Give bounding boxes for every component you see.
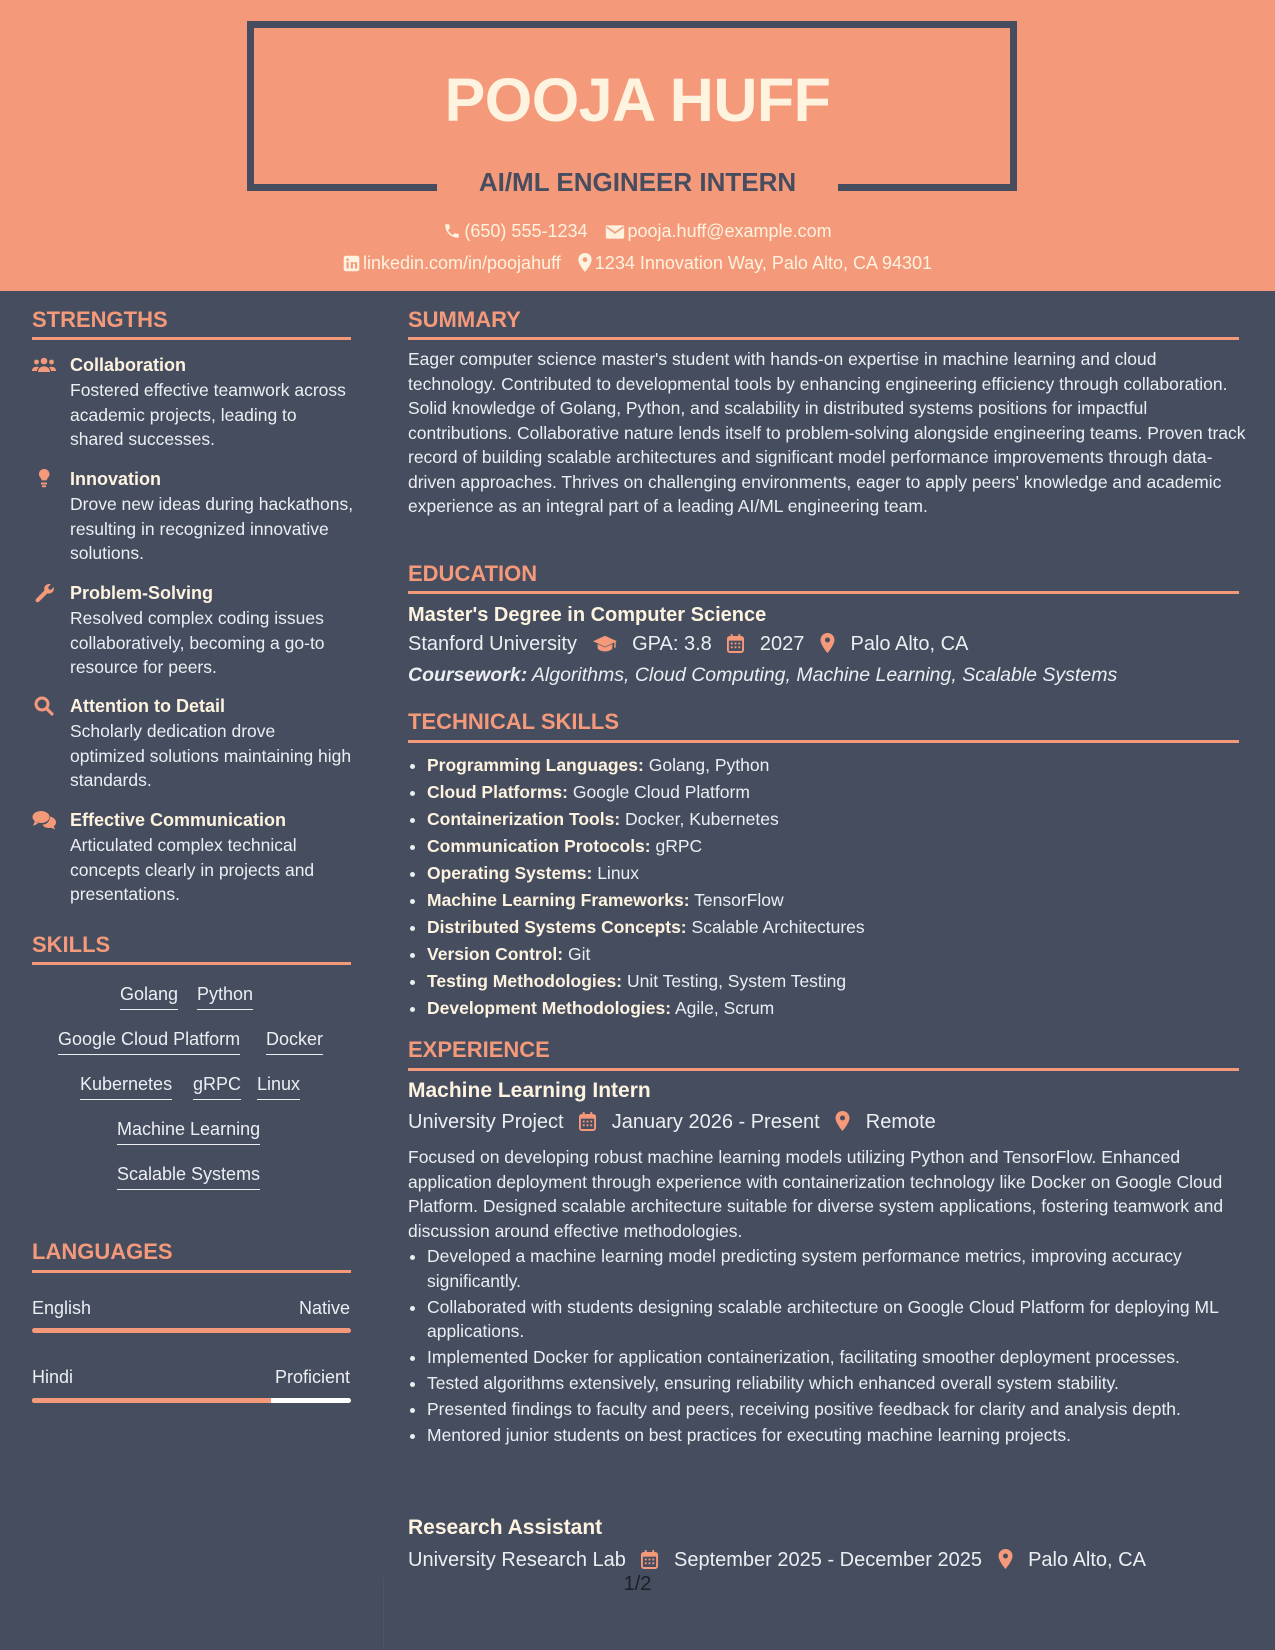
tech-skill-value: Agile, Scrum bbox=[674, 998, 775, 1018]
tech-skill-label: Version Control: bbox=[427, 944, 564, 964]
job-bullet: • Tested algorithms extensively, ensuring reliability which enhanced overall system stability. bbox=[427, 1371, 1267, 1396]
lightbulb-icon bbox=[32, 469, 56, 489]
envelope-icon bbox=[605, 224, 625, 240]
skill-chip: gRPC bbox=[193, 1072, 241, 1100]
language-name: English bbox=[32, 1298, 92, 1318]
tech-skill-value: Git bbox=[568, 944, 591, 964]
tech-skill-item bbox=[427, 779, 1267, 806]
strengths-rule bbox=[32, 337, 351, 340]
tech-skill-item bbox=[427, 968, 1267, 995]
tech-skill-value: Golang, Python bbox=[648, 755, 770, 775]
summary-rule bbox=[408, 337, 1239, 340]
calendar-icon bbox=[579, 1112, 596, 1131]
strengths-heading: STRENGTHS bbox=[32, 307, 168, 332]
tech-skill-label: Development Methodologies: bbox=[427, 998, 672, 1018]
language-bar bbox=[32, 1328, 351, 1333]
skill-chip: Python bbox=[197, 982, 253, 1010]
tech-skill-value: gRPC bbox=[655, 836, 703, 856]
degree-title: Master's Degree in Computer Science bbox=[408, 604, 767, 626]
education-location: Palo Alto, CA bbox=[850, 633, 969, 655]
job-org: University Project bbox=[408, 1111, 564, 1133]
strength-title: Problem-Solving bbox=[70, 583, 214, 603]
tech-skill-item bbox=[427, 860, 1267, 887]
strength-title: Attention to Detail bbox=[70, 696, 225, 716]
tech-skill-label: Operating Systems: bbox=[427, 863, 593, 883]
tech-skill-value: Google Cloud Platform bbox=[572, 782, 750, 802]
language-level: Proficient bbox=[274, 1367, 350, 1387]
technical-skills-heading: TECHNICAL SKILLS bbox=[408, 709, 620, 734]
tech-skill-value: Unit Testing, System Testing bbox=[626, 971, 847, 991]
skill-chip: Machine Learning bbox=[117, 1117, 260, 1145]
address-text: 1234 Innovation Way, Palo Alto, CA 94301 bbox=[594, 253, 933, 273]
skill-chip: Kubernetes bbox=[80, 1072, 172, 1100]
job-dates: September 2025 - December 2025 bbox=[674, 1549, 982, 1571]
skills-heading: SKILLS bbox=[32, 932, 111, 957]
tech-skill-value: Linux bbox=[597, 863, 640, 883]
email-item[interactable] bbox=[605, 219, 832, 243]
tech-skill-label: Communication Protocols: bbox=[427, 836, 651, 856]
job-title-entry: Research Assistant bbox=[408, 1516, 603, 1539]
education-rule bbox=[408, 591, 1239, 594]
job-bullet: • Mentored junior students on best practices for executing machine learning projects. bbox=[427, 1423, 1267, 1448]
strength-desc: Resolved complex coding issues collaboratively, becoming a go-to resource for peers. bbox=[70, 608, 325, 677]
strength-desc: Fostered effective teamwork across academic projects, leading to shared successes. bbox=[70, 380, 346, 449]
job-location: Palo Alto, CA bbox=[1028, 1549, 1146, 1571]
contact-line-1 bbox=[0, 219, 1275, 243]
phone-item[interactable] bbox=[443, 219, 587, 243]
job-org: University Research Lab bbox=[408, 1549, 626, 1571]
wrench-icon bbox=[32, 583, 56, 603]
address-item bbox=[578, 251, 932, 275]
phone-icon bbox=[443, 222, 461, 240]
skill-chip: Google Cloud Platform bbox=[58, 1027, 240, 1055]
contact-line-2 bbox=[0, 251, 1275, 275]
strength-desc: Drove new ideas during hackathons, resulting in recognized innovative solutions. bbox=[70, 494, 354, 563]
tech-skill-value: Docker, Kubernetes bbox=[625, 809, 779, 829]
strength-title: Innovation bbox=[70, 469, 161, 489]
job-meta bbox=[408, 1547, 1146, 1573]
language-bar bbox=[32, 1398, 351, 1403]
tech-skill-label: Distributed Systems Concepts: bbox=[427, 917, 687, 937]
skill-chip: Linux bbox=[257, 1072, 300, 1100]
tech-skill-item bbox=[427, 914, 1267, 941]
tech-skill-item bbox=[427, 887, 1267, 914]
skill-chip: Golang bbox=[120, 982, 178, 1010]
summary-heading: SUMMARY bbox=[408, 307, 521, 332]
job-bullet: • Developed a machine learning model predicting system performance metrics, improving accuracy significantly. bbox=[427, 1244, 1267, 1293]
tech-skill-item bbox=[427, 941, 1267, 968]
linkedin-text: linkedin.com/in/poojahuff bbox=[362, 253, 561, 273]
coursework-list: Algorithms, Cloud Computing, Machine Learning, Scalable Systems bbox=[531, 664, 1118, 686]
tech-skill-item bbox=[427, 752, 1267, 779]
map-pin-icon bbox=[835, 1111, 850, 1131]
language-bar-fill bbox=[32, 1328, 351, 1333]
language-level: Native bbox=[298, 1298, 350, 1318]
header-banner bbox=[0, 0, 1275, 291]
gpa: GPA: 3.8 bbox=[632, 633, 712, 655]
map-pin-icon bbox=[998, 1549, 1013, 1569]
strength-title: Collaboration bbox=[70, 355, 186, 375]
language-name: Hindi bbox=[32, 1367, 74, 1387]
tech-skill-item bbox=[427, 806, 1267, 833]
coursework bbox=[408, 662, 1117, 688]
languages-heading: LANGUAGES bbox=[32, 1239, 173, 1264]
job-description: Focused on developing robust machine learning models utilizing Python and TensorFlow. Enhanced application deployment through experience with containerization technology like Docker on Google Cloud Platform. Designed scalable architecture suitable for diverse system applications, fostering teamwork and discussion around effective methodologies. bbox=[408, 1147, 1224, 1241]
coursework-label: Coursework: bbox=[408, 664, 528, 686]
experience-rule bbox=[408, 1068, 1239, 1071]
job-location: Remote bbox=[865, 1111, 936, 1133]
tech-skill-item bbox=[427, 995, 1267, 1022]
job-bullets bbox=[408, 1244, 1267, 1449]
school-name: Stanford University bbox=[408, 633, 577, 655]
candidate-name: POOJA HUFF bbox=[444, 66, 831, 134]
job-meta bbox=[408, 1109, 936, 1135]
technical-skills-rule bbox=[408, 740, 1239, 743]
tech-skill-label: Containerization Tools: bbox=[427, 809, 621, 829]
strength-title: Effective Communication bbox=[70, 810, 287, 830]
job-bullet: • Implemented Docker for application containerization, facilitating smoother deployment processes. bbox=[427, 1345, 1267, 1370]
calendar-icon bbox=[727, 634, 744, 653]
skill-chip: Scalable Systems bbox=[117, 1162, 260, 1190]
job-title-entry: Machine Learning Intern bbox=[408, 1079, 651, 1102]
calendar-icon bbox=[641, 1550, 658, 1569]
tech-skill-label: Testing Methodologies: bbox=[427, 971, 623, 991]
summary-text: Eager computer science master's student with hands-on expertise in machine learning and cloud technology. Contributed to developmental tools by enhancing engineering efficiency through collaboration. Solid knowledge of Golang, Python, and scalability in distributed systems positions for impactful contributions. Collaborative nature lends itself to problem-solving alongside engineering teams. Proven track record of building scalable architectures and significant model performance improvements through data-driven approaches. Thrives on challenging environments, eager to apply peers' knowledge and academic experience as an integral part of a leading AI/ML engineering team. bbox=[408, 349, 1246, 516]
tech-skill-value: Scalable Architectures bbox=[691, 917, 865, 937]
strength-desc: Articulated complex technical concepts clearly in projects and presentations. bbox=[70, 835, 315, 904]
comments-icon bbox=[32, 810, 56, 830]
experience-heading: EXPERIENCE bbox=[408, 1037, 550, 1062]
graduation-cap-icon bbox=[593, 635, 617, 653]
phone-text: (650) 555-1234 bbox=[464, 221, 588, 241]
skills-rule bbox=[32, 962, 351, 965]
job-bullet: • Collaborated with students designing scalable architecture on Google Cloud Platform for deploying ML applications. bbox=[427, 1295, 1267, 1344]
languages-rule bbox=[32, 1270, 351, 1273]
map-pin-icon bbox=[578, 253, 592, 272]
graduation-year: 2027 bbox=[759, 633, 805, 655]
email-text: pooja.huff@example.com bbox=[627, 221, 832, 241]
education-meta bbox=[408, 631, 968, 657]
map-pin-icon bbox=[820, 633, 835, 653]
page-number: 1/2 bbox=[623, 1573, 652, 1595]
linkedin-item[interactable] bbox=[343, 251, 561, 275]
technical-skills-list bbox=[408, 752, 1267, 1022]
language-bar-fill bbox=[32, 1398, 271, 1403]
tech-skill-label: Machine Learning Frameworks: bbox=[427, 890, 690, 910]
linkedin-icon bbox=[343, 255, 360, 272]
tech-skill-label: Cloud Platforms: bbox=[427, 782, 568, 802]
tech-skill-item bbox=[427, 833, 1267, 860]
users-icon bbox=[32, 355, 56, 375]
tech-skill-value: TensorFlow bbox=[694, 890, 784, 910]
strength-desc: Scholarly dedication drove optimized solutions maintaining high standards. bbox=[70, 721, 352, 790]
education-heading: EDUCATION bbox=[408, 561, 538, 586]
tech-skill-label: Programming Languages: bbox=[427, 755, 644, 775]
skill-chip: Docker bbox=[266, 1027, 323, 1055]
job-dates: January 2026 - Present bbox=[611, 1111, 820, 1133]
job-bullet: • Presented findings to faculty and peers, receiving positive feedback for clarity and analysis depth. bbox=[427, 1397, 1267, 1422]
search-icon bbox=[32, 696, 56, 716]
job-title: AI/ML ENGINEER INTERN bbox=[478, 167, 797, 197]
